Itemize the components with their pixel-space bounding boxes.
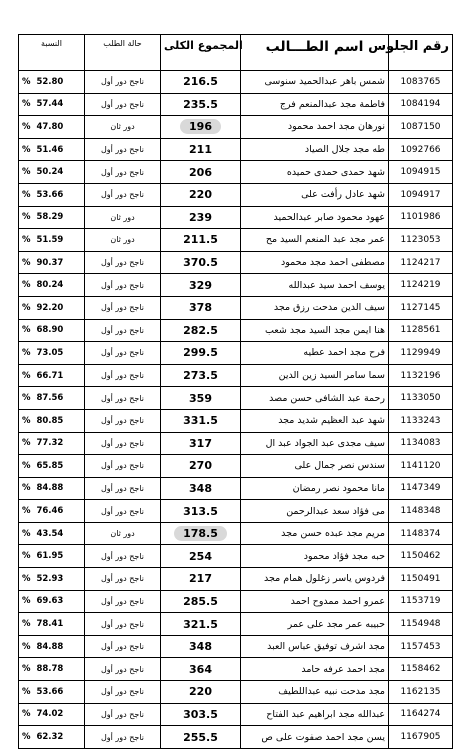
total-cell — [161, 477, 241, 500]
status-cell: دور ثان — [85, 206, 161, 229]
percent-cell — [19, 229, 85, 252]
percent-cell — [19, 726, 85, 749]
total-cell — [161, 568, 241, 591]
percent-sign: % — [22, 460, 31, 471]
percent-value: 57.44 — [36, 99, 64, 110]
percent-cell — [19, 206, 85, 229]
percent-value: 65.85 — [36, 460, 64, 471]
total-value: 364 — [189, 662, 212, 676]
percent-cell — [19, 409, 85, 432]
total-cell — [161, 635, 241, 658]
table-row — [19, 387, 453, 410]
total-cell — [161, 703, 241, 726]
total-cell — [161, 409, 241, 432]
seat-number-cell: 1162135 — [389, 681, 453, 704]
seat-number-cell: 1141120 — [389, 455, 453, 478]
seat-number-cell: 1094915 — [389, 161, 453, 184]
results-table — [18, 34, 453, 749]
status-cell: ناجح دور أول — [85, 500, 161, 523]
percent-value: 73.05 — [36, 347, 64, 358]
total-value: 285.5 — [183, 594, 218, 608]
percent-sign: % — [22, 99, 31, 110]
percent-value: 84.88 — [36, 483, 64, 494]
percent-value: 92.20 — [36, 302, 64, 313]
percent-value: 43.54 — [36, 528, 64, 539]
seat-number-cell: 1128561 — [389, 319, 453, 342]
table-row — [19, 93, 453, 116]
total-value: 211.5 — [183, 233, 218, 247]
student-name-cell: يسن مجد احمد صفوت على ص — [241, 726, 389, 749]
total-value: 255.5 — [183, 730, 218, 744]
percent-cell — [19, 71, 85, 94]
name-column-header: اسم الطـــالب — [241, 35, 389, 71]
percent-cell — [19, 296, 85, 319]
total-value: 217 — [189, 572, 212, 586]
percent-cell — [19, 613, 85, 636]
student-name-cell: مجد مدحت نبيه عبداللطيف — [241, 681, 389, 704]
percent-value: 58.29 — [36, 212, 64, 223]
table-row — [19, 681, 453, 704]
total-cell — [161, 726, 241, 749]
table-row — [19, 568, 453, 591]
status-cell: ناجح دور أول — [85, 477, 161, 500]
percent-sign: % — [22, 596, 31, 607]
total-cell — [161, 251, 241, 274]
total-value: 370.5 — [183, 256, 218, 270]
total-value: 206 — [189, 165, 212, 179]
seat-number-cell: 1124219 — [389, 274, 453, 297]
total-value: 216.5 — [183, 75, 218, 89]
percent-cell — [19, 319, 85, 342]
student-name-cell: مريم مجد عبده حسن مجد — [241, 522, 389, 545]
status-cell: ناجح دور أول — [85, 658, 161, 681]
student-name-cell: مصطفى احمد مجد محمود — [241, 251, 389, 274]
table-body — [19, 71, 453, 749]
percent-value: 66.71 — [36, 370, 64, 381]
student-name-cell: يوسف احمد سيد عبدالله — [241, 274, 389, 297]
percent-cell — [19, 161, 85, 184]
percent-cell — [19, 364, 85, 387]
percent-cell — [19, 681, 85, 704]
total-value: 282.5 — [183, 323, 218, 337]
status-cell: ناجح دور أول — [85, 296, 161, 319]
status-cell: ناجح دور أول — [85, 726, 161, 749]
seat-number-cell: 1150462 — [389, 545, 453, 568]
percent-sign: % — [22, 257, 31, 268]
status-cell: ناجح دور أول — [85, 364, 161, 387]
percent-value: 87.56 — [36, 393, 64, 404]
total-cell — [161, 613, 241, 636]
percent-column-header: النسبة — [19, 35, 85, 71]
total-cell — [161, 432, 241, 455]
total-value-highlighted: 178.5 — [174, 526, 227, 541]
total-value: 313.5 — [183, 504, 218, 518]
table-row — [19, 432, 453, 455]
seat-number-cell: 1124217 — [389, 251, 453, 274]
total-cell — [161, 229, 241, 252]
percent-sign: % — [22, 528, 31, 539]
student-name-cell: فاطمة مجد عبدالمنعم فرج — [241, 93, 389, 116]
seat-number-cell: 1167905 — [389, 726, 453, 749]
percent-value: 50.24 — [36, 167, 64, 178]
percent-value: 51.46 — [36, 144, 64, 155]
total-value: 211 — [189, 143, 212, 157]
percent-value: 88.78 — [36, 664, 64, 675]
total-value: 270 — [189, 459, 212, 473]
table-row — [19, 613, 453, 636]
student-name-cell: سما سامر السيد زين الدين — [241, 364, 389, 387]
table-row — [19, 251, 453, 274]
table-row — [19, 229, 453, 252]
total-cell — [161, 319, 241, 342]
percent-cell — [19, 545, 85, 568]
percent-cell — [19, 387, 85, 410]
table-row — [19, 500, 453, 523]
table-row — [19, 522, 453, 545]
percent-sign: % — [22, 325, 31, 336]
student-name-cell: مجد اشرف توفيق عباس العبد — [241, 635, 389, 658]
total-cell — [161, 681, 241, 704]
student-name-cell: رحمة عبد الشافى حسن مصد — [241, 387, 389, 410]
percent-sign: % — [22, 641, 31, 652]
total-cell — [161, 206, 241, 229]
student-name-cell: فردوس ياسر زغلول همام مجد — [241, 568, 389, 591]
student-name-cell: هنا ايمن مجد السيد مجد شعب — [241, 319, 389, 342]
percent-sign: % — [22, 212, 31, 223]
seat-number-cell: 1127145 — [389, 296, 453, 319]
total-value: 299.5 — [183, 346, 218, 360]
seat-number-cell: 1132196 — [389, 364, 453, 387]
percent-value: 61.95 — [36, 551, 64, 562]
seat-number-cell: 1087150 — [389, 116, 453, 139]
percent-cell — [19, 590, 85, 613]
percent-sign: % — [22, 573, 31, 584]
total-value: 317 — [189, 436, 212, 450]
status-cell: ناجح دور أول — [85, 409, 161, 432]
total-cell — [161, 387, 241, 410]
student-name-cell: عمر مجد عبد المنعم السيد مح — [241, 229, 389, 252]
percent-sign: % — [22, 167, 31, 178]
percent-cell — [19, 93, 85, 116]
percent-sign: % — [22, 483, 31, 494]
seat-number-cell: 1157453 — [389, 635, 453, 658]
percent-sign: % — [22, 551, 31, 562]
status-cell: ناجح دور أول — [85, 635, 161, 658]
total-cell — [161, 138, 241, 161]
percent-cell — [19, 703, 85, 726]
table-row — [19, 364, 453, 387]
percent-cell — [19, 658, 85, 681]
percent-value: 80.85 — [36, 415, 64, 426]
student-name-cell: مى فؤاد سعد عبدالرحمن — [241, 500, 389, 523]
total-cell — [161, 93, 241, 116]
table-row — [19, 138, 453, 161]
seat-number-cell: 1148374 — [389, 522, 453, 545]
percent-sign: % — [22, 415, 31, 426]
status-cell: ناجح دور أول — [85, 432, 161, 455]
total-value: 359 — [189, 391, 212, 405]
student-name-cell: حبه مجد فؤاد محمود — [241, 545, 389, 568]
total-cell — [161, 545, 241, 568]
total-cell — [161, 161, 241, 184]
percent-sign: % — [22, 302, 31, 313]
total-cell — [161, 71, 241, 94]
percent-sign: % — [22, 506, 31, 517]
percent-cell — [19, 183, 85, 206]
percent-cell — [19, 432, 85, 455]
seat-number-cell: 1123053 — [389, 229, 453, 252]
percent-sign: % — [22, 664, 31, 675]
percent-sign: % — [22, 76, 31, 87]
percent-sign: % — [22, 686, 31, 697]
seat-number-cell: 1092766 — [389, 138, 453, 161]
student-name-cell: مانا محمود نصر رمضان — [241, 477, 389, 500]
student-name-cell: سيف الدين مدحت رزق مجد — [241, 296, 389, 319]
percent-cell — [19, 342, 85, 365]
student-name-cell: عهود محمود صابر عبدالحميد — [241, 206, 389, 229]
percent-sign: % — [22, 393, 31, 404]
status-cell: ناجح دور أول — [85, 342, 161, 365]
percent-cell — [19, 635, 85, 658]
status-cell: ناجح دور أول — [85, 568, 161, 591]
total-cell — [161, 364, 241, 387]
status-cell: دور ثان — [85, 229, 161, 252]
status-column-header: حالة الطلب — [85, 35, 161, 71]
total-value: 303.5 — [183, 707, 218, 721]
percent-cell — [19, 274, 85, 297]
percent-value: 53.66 — [36, 189, 64, 200]
total-cell — [161, 342, 241, 365]
student-name-cell: فرح مجد احمد عطيه — [241, 342, 389, 365]
total-cell — [161, 116, 241, 139]
table-row — [19, 726, 453, 749]
seat-number-cell: 1154948 — [389, 613, 453, 636]
student-name-cell: عبدالله مجد ابراهيم عبد الفتاح — [241, 703, 389, 726]
status-cell: ناجح دور أول — [85, 681, 161, 704]
table-row — [19, 703, 453, 726]
status-cell: ناجح دور أول — [85, 613, 161, 636]
percent-sign: % — [22, 234, 31, 245]
total-value-highlighted: 196 — [180, 119, 221, 134]
results-sheet — [18, 34, 452, 749]
percent-value: 84.88 — [36, 641, 64, 652]
percent-value: 62.32 — [36, 732, 64, 743]
total-value: 321.5 — [183, 617, 218, 631]
total-cell — [161, 500, 241, 523]
percent-value: 51.59 — [36, 234, 64, 245]
percent-value: 80.24 — [36, 280, 64, 291]
total-cell — [161, 296, 241, 319]
student-name-cell: نورهان مجد احمد محمود — [241, 116, 389, 139]
status-cell: دور ثان — [85, 116, 161, 139]
table-row — [19, 183, 453, 206]
percent-value: 68.90 — [36, 325, 64, 336]
student-name-cell: طه مجد جلال الصياد — [241, 138, 389, 161]
total-value: 220 — [189, 685, 212, 699]
total-value: 348 — [189, 481, 212, 495]
seat-number-cell: 1147349 — [389, 477, 453, 500]
status-cell: ناجح دور أول — [85, 161, 161, 184]
percent-sign: % — [22, 121, 31, 132]
percent-cell — [19, 522, 85, 545]
table-row — [19, 296, 453, 319]
student-name-cell: شهد عبد العظيم شديد مجد — [241, 409, 389, 432]
table-row — [19, 274, 453, 297]
percent-sign: % — [22, 189, 31, 200]
total-cell — [161, 183, 241, 206]
percent-value: 53.66 — [36, 686, 64, 697]
total-value: 273.5 — [183, 369, 218, 383]
table-row — [19, 409, 453, 432]
total-cell — [161, 590, 241, 613]
status-cell: ناجح دور أول — [85, 387, 161, 410]
status-cell: ناجح دور أول — [85, 183, 161, 206]
table-row — [19, 545, 453, 568]
status-cell: ناجح دور أول — [85, 545, 161, 568]
total-cell — [161, 274, 241, 297]
status-cell: ناجح دور أول — [85, 251, 161, 274]
table-row — [19, 342, 453, 365]
total-cell — [161, 455, 241, 478]
seat-number-cell: 1084194 — [389, 93, 453, 116]
total-column-header: المجموع الكلى — [161, 35, 241, 71]
percent-cell — [19, 251, 85, 274]
percent-cell — [19, 138, 85, 161]
seat-number-cell: 1094917 — [389, 183, 453, 206]
percent-sign: % — [22, 144, 31, 155]
status-cell: ناجح دور أول — [85, 71, 161, 94]
student-name-cell: سندس نصر جمال على — [241, 455, 389, 478]
percent-value: 52.80 — [36, 76, 64, 87]
percent-value: 78.41 — [36, 619, 64, 630]
student-name-cell: حبيبه عمر مجد على عمر — [241, 613, 389, 636]
percent-sign: % — [22, 280, 31, 291]
seat-number-cell: 1083765 — [389, 71, 453, 94]
seat-number-cell: 1148348 — [389, 500, 453, 523]
table-row — [19, 455, 453, 478]
percent-cell — [19, 500, 85, 523]
status-cell: ناجح دور أول — [85, 319, 161, 342]
student-name-cell: سيف مجدى عبد الجواد عبد ال — [241, 432, 389, 455]
percent-sign: % — [22, 619, 31, 630]
table-header-row — [19, 35, 453, 71]
seat-number-cell: 1164274 — [389, 703, 453, 726]
percent-sign: % — [22, 370, 31, 381]
seat-number-cell: 1129949 — [389, 342, 453, 365]
percent-sign: % — [22, 709, 31, 720]
percent-value: 47.80 — [36, 121, 64, 132]
student-name-cell: شهد عادل رأفت على — [241, 183, 389, 206]
table-row — [19, 116, 453, 139]
seat-number-cell: 1101986 — [389, 206, 453, 229]
status-cell: ناجح دور أول — [85, 703, 161, 726]
percent-cell — [19, 455, 85, 478]
seat-number-cell: 1158462 — [389, 658, 453, 681]
status-cell: ناجح دور أول — [85, 274, 161, 297]
total-value: 235.5 — [183, 97, 218, 111]
student-name-cell: مجد احمد عرفه حامد — [241, 658, 389, 681]
id-column-header: رقم الجلوس — [389, 35, 453, 71]
percent-value: 74.02 — [36, 709, 64, 720]
status-cell: دور ثان — [85, 522, 161, 545]
status-cell: ناجح دور أول — [85, 590, 161, 613]
total-value: 220 — [189, 188, 212, 202]
percent-cell — [19, 568, 85, 591]
table-row — [19, 635, 453, 658]
table-row — [19, 590, 453, 613]
seat-number-cell: 1134083 — [389, 432, 453, 455]
seat-number-cell: 1150491 — [389, 568, 453, 591]
table-row — [19, 71, 453, 94]
table-row — [19, 658, 453, 681]
table-row — [19, 161, 453, 184]
status-cell: ناجح دور أول — [85, 138, 161, 161]
percent-cell — [19, 116, 85, 139]
total-value: 378 — [189, 301, 212, 315]
percent-sign: % — [22, 347, 31, 358]
percent-sign: % — [22, 438, 31, 449]
percent-sign: % — [22, 732, 31, 743]
status-cell: ناجح دور أول — [85, 93, 161, 116]
total-value: 348 — [189, 640, 212, 654]
status-cell: ناجح دور أول — [85, 455, 161, 478]
student-name-cell: شمس باهر عبدالحميد سنوسى — [241, 71, 389, 94]
total-value: 239 — [189, 210, 212, 224]
total-value: 331.5 — [183, 414, 218, 428]
percent-value: 90.37 — [36, 257, 64, 268]
total-value: 329 — [189, 278, 212, 292]
percent-value: 77.32 — [36, 438, 64, 449]
percent-cell — [19, 477, 85, 500]
table-row — [19, 477, 453, 500]
student-name-cell: شهد حمدى حمدى حميده — [241, 161, 389, 184]
total-value: 254 — [189, 549, 212, 563]
table-row — [19, 319, 453, 342]
total-cell — [161, 522, 241, 545]
student-name-cell: عمرو احمد ممدوح احمد — [241, 590, 389, 613]
table-row — [19, 206, 453, 229]
seat-number-cell: 1133243 — [389, 409, 453, 432]
seat-number-cell: 1153719 — [389, 590, 453, 613]
percent-value: 52.93 — [36, 573, 64, 584]
percent-value: 69.63 — [36, 596, 64, 607]
seat-number-cell: 1133050 — [389, 387, 453, 410]
total-cell — [161, 658, 241, 681]
percent-value: 76.46 — [36, 506, 64, 517]
